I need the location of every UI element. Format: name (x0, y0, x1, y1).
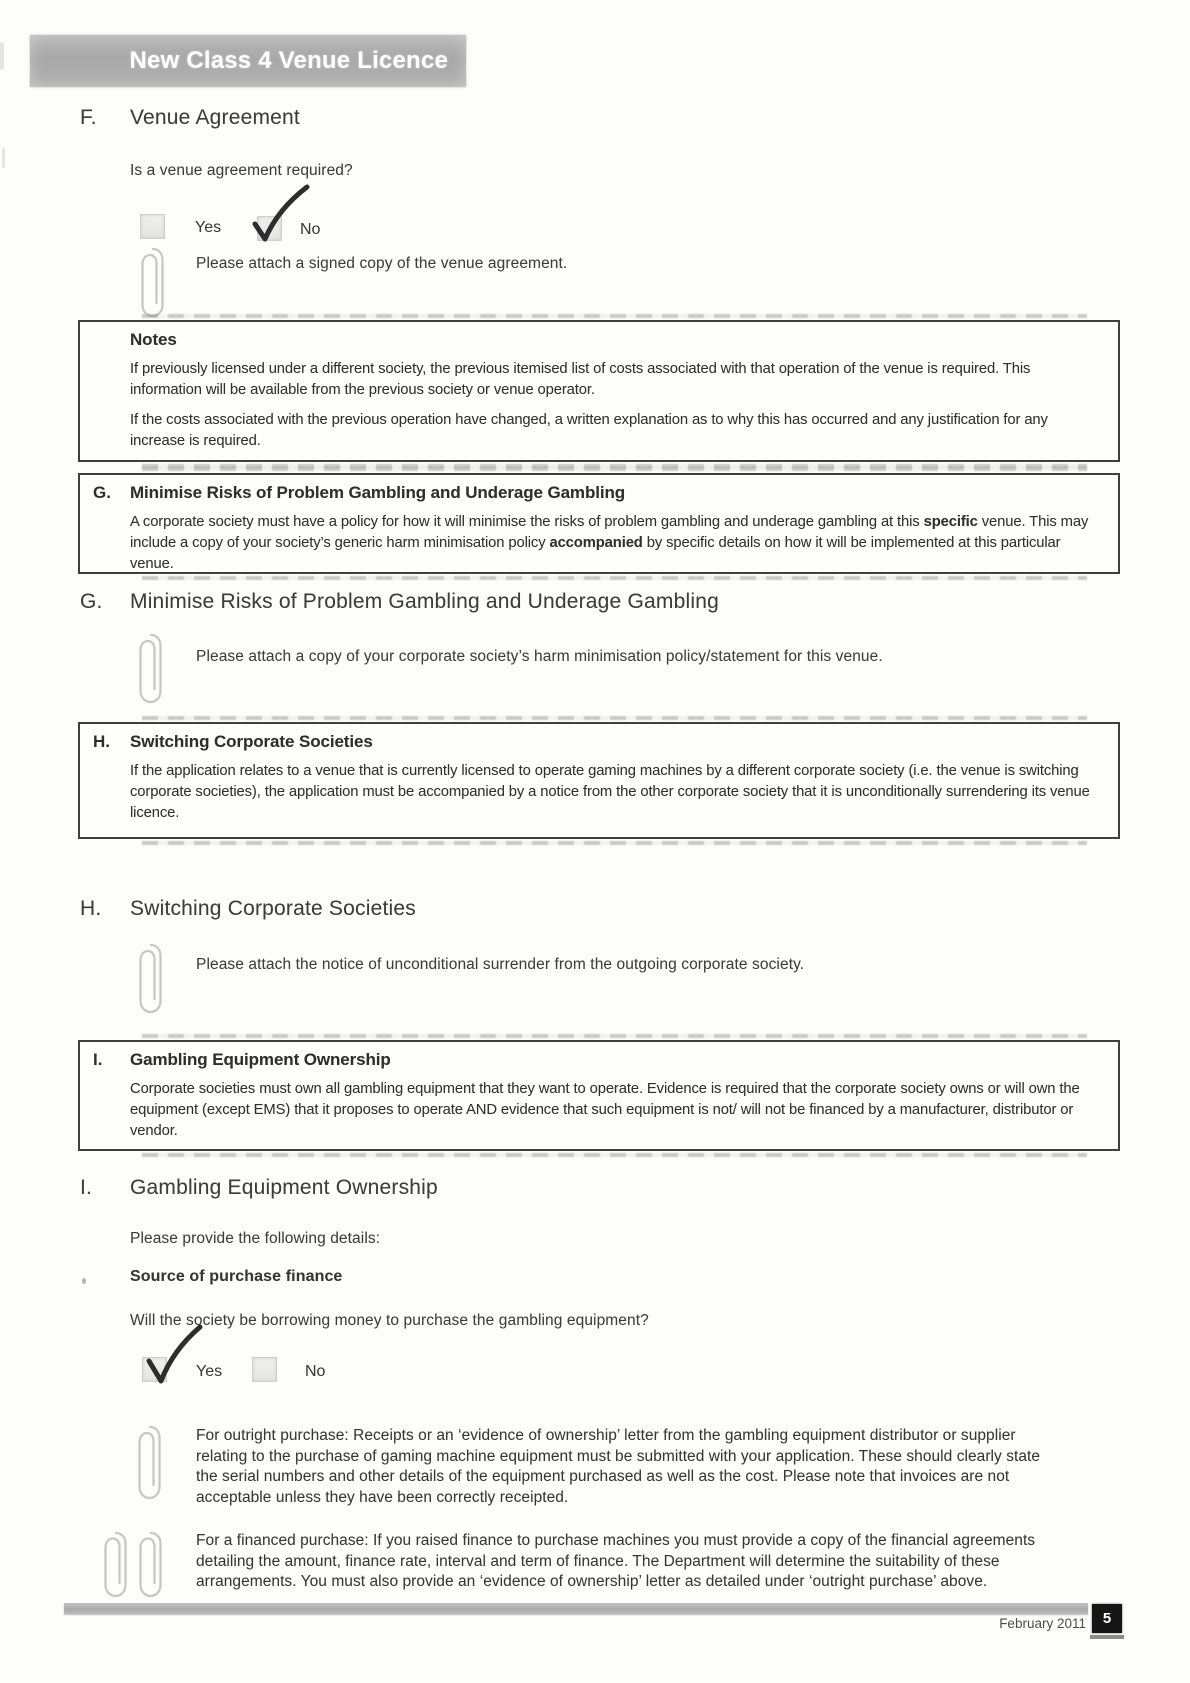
source-of-purchase-finance-subheading: Source of purchase finance (130, 1268, 343, 1285)
section-g-heading (80, 590, 719, 614)
section-g-title: Minimise Risks of Problem Gambling and Underage Gambling (130, 590, 719, 613)
section-i-letter: I. (80, 1176, 93, 1199)
scan-artifact (0, 42, 4, 70)
section-f-letter: F. (80, 106, 97, 129)
paperclip-icon (137, 630, 165, 706)
section-i-title: Gambling Equipment Ownership (130, 1176, 438, 1199)
section-g-info-box (78, 473, 1120, 574)
section-h-title: Switching Corporate Societies (130, 897, 416, 920)
g-body-bold2: accompanied (549, 535, 643, 551)
section-i-heading (80, 1176, 438, 1200)
page-number-underline (1090, 1635, 1124, 1639)
footer-date: February 2011 (999, 1616, 1086, 1631)
venue-agreement-yes-checkbox[interactable] (140, 214, 165, 239)
bullet-mark (82, 1278, 86, 1284)
checkmark-icon (143, 1323, 207, 1387)
banner-title: New Class 4 Venue Licence (129, 47, 448, 74)
g-body-mid: venue. This may include a copy of your society’s generic harm minimisation policy (130, 514, 1089, 551)
surrender-notice-attachment-note: Please attach the notice of unconditional surrender from the outgoing corporate society. (196, 956, 805, 973)
paperclip-icon (102, 1528, 130, 1600)
outright-purchase-note: For outright purchase: Receipts or an ‘evidence of ownership’ letter from the gambling equipment distributor or supplier relating to the purchase of gaming machine equipment must be submitted with your application. These should clearly state the serial numbers and other details of the equipment purchased as well as the cost. Please note that invoices are not acceptable unless they have been correctly receipted. (196, 1427, 1041, 1506)
section-g-letter: G. (80, 590, 103, 613)
scan-artifact (2, 148, 5, 168)
notes-box (78, 320, 1120, 462)
section-f-heading (80, 106, 300, 130)
section-i-info-box (78, 1040, 1120, 1151)
section-h-box-title: Switching Corporate Societies (130, 732, 373, 751)
notes-box-title: Notes (130, 330, 177, 349)
section-g-box-body (130, 512, 1100, 575)
notes-paragraph-1: If previously licensed under a different society, the previous itemised list of costs associated with that operation of the venue is required. This information will be available from the previous society or venue operator. (130, 361, 1031, 398)
section-h-info-box (78, 722, 1120, 839)
footer-rule (64, 1603, 1088, 1614)
paperclip-icon (137, 1528, 165, 1600)
section-i-box-letter: I. (93, 1050, 103, 1069)
notes-paragraph-2: If the costs associated with the previous operation have changed, a written explanation as to why this has occurred and any justification for any increase is required. (130, 412, 1048, 449)
paperclip-icon (137, 940, 165, 1016)
section-i-box-body: Corporate societies must own all gambling equipment that they want to operate. Evidence is required that the corporate society owns or will own the equipment (except EMS) that it proposes to operate AND evidence that such equipment is not/ will not be financed by a manufacturer, distributor or vendor. (130, 1081, 1080, 1139)
section-g-box-letter: G. (93, 483, 111, 502)
section-h-box-body: If the application relates to a venue that is currently licensed to operate gaming machines by a different corporate society (i.e. the venue is switching corporate societies), the application must be accompanied by a notice from the other corporate society that it is unconditionally surrendering its venue licence. (130, 763, 1090, 821)
financed-purchase-note: For a financed purchase: If you raised finance to purchase machines you must provide a copy of the financial agreements detailing the amount, finance rate, interval and term of finance. The Department will determine the suitability of these arrangements. You must also provide an ‘evidence of ownership’ letter as detailed under ‘outright purchase’ above. (196, 1532, 1036, 1590)
checkmark-icon (248, 182, 314, 246)
provide-details-intro: Please provide the following details: (130, 1230, 381, 1247)
venue-agreement-question: Is a venue agreement required? (130, 162, 353, 179)
paperclip-icon (139, 244, 167, 320)
section-h-heading (80, 897, 416, 921)
paperclip-icon (136, 1422, 164, 1502)
g-body-post: by specific details on how it will be implemented at this particular venue. (130, 535, 1061, 572)
section-g-box-title: Minimise Risks of Problem Gambling and Underage Gambling (130, 483, 626, 502)
section-i-box-title: Gambling Equipment Ownership (130, 1050, 391, 1069)
borrowing-no-label: No (305, 1363, 326, 1380)
venue-agreement-no-label: No (300, 221, 321, 238)
venue-agreement-attachment-note: Please attach a signed copy of the venue agreement. (196, 255, 568, 272)
harm-minimisation-attachment-note: Please attach a copy of your corporate society’s harm minimisation policy/statement for this venue. (196, 648, 883, 665)
section-f-title: Venue Agreement (130, 106, 300, 129)
section-h-box-letter: H. (93, 732, 110, 751)
page-number-badge: 5 (1092, 1604, 1122, 1633)
section-h-letter: H. (80, 897, 102, 920)
g-body-bold1: specific (923, 514, 978, 530)
g-body-pre: A corporate society must have a policy for how it will minimise the risks of problem gambling and underage gambling at this (130, 514, 924, 530)
borrowing-no-checkbox[interactable] (252, 1357, 277, 1382)
header-banner (30, 35, 466, 87)
venue-agreement-yes-label: Yes (195, 219, 222, 236)
borrowing-money-question: Will the society be borrowing money to purchase the gambling equipment? (130, 1312, 649, 1329)
borrowing-yes-label: Yes (196, 1363, 223, 1380)
